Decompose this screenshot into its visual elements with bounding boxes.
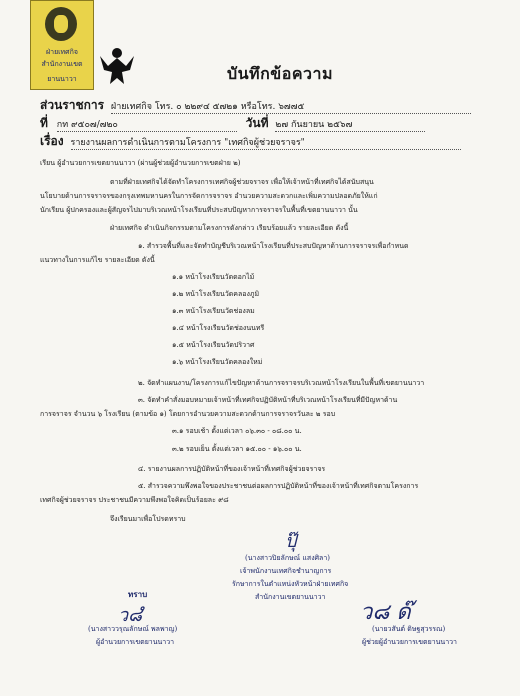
subject-value: รายงานผลการดำเนินการตามโครงการ "เทศกิจผู้ช่วยจราจร" [71, 135, 461, 150]
paragraph-line: ๕. สำรวจความพึงพอใจของประชาชนต่อผลการปฏิบัติหน้าที่ของเจ้าหน้าที่เทศกิจตามโครงการ [138, 482, 419, 490]
number-label: ที่ [40, 116, 48, 130]
signer-1-office: สำนักงานเขตยานนาวา [255, 593, 326, 601]
paragraph-line: ๔. รายงานผลการปฏิบัติหน้าที่ของเจ้าหน้าที่เทศกิจผู้ช่วยจราจร [138, 465, 326, 473]
paragraph-line: เทศกิจผู้ช่วยจราจร ประชาชนมีความพึงพอใจคิดเป็นร้อยละ ๙๘ [40, 496, 229, 504]
signer-1-acting-position: รักษาการในตำแหน่งหัวหน้าฝ่ายเทศกิจ [232, 580, 349, 588]
signer-3-position: ผู้อำนวยการเขตยานนาวา [96, 638, 175, 646]
list-item: ๑.๖ หน้าโรงเรียนวัดคลองใหม่ [172, 358, 263, 366]
memo-title: บันทึกข้อความ [226, 64, 334, 83]
signer-1-position: เจ้าพนักงานเทศกิจชำนาญการ [240, 567, 332, 575]
date-value: ๒๗ กันยายน ๒๕๖๗ [275, 117, 425, 132]
list-item: ๓.๑ รอบเช้า ตั้งแต่เวลา ๐๖.๓๐ - ๐๘.๐๐ น. [172, 427, 302, 435]
paragraph-line: แนวทางในการแก้ไข รายละเอียด ดังนี้ [40, 256, 155, 264]
paragraph-line: ๒. จัดทำแผนงาน/โครงการแก้ไขปัญหาด้านการจราจรบริเวณหน้าโรงเรียนในพื้นที่เขตยานนาวา [138, 379, 425, 387]
acknowledge-label: ทราบ [128, 589, 148, 599]
subject-label: เรื่อง [40, 134, 64, 148]
paragraph-line: ๑. สำรวจพื้นที่และจัดทำบัญชีบริเวณหน้าโรงเรียนที่ประสบปัญหาด้านการจราจรเพื่อกำหนด [138, 242, 409, 250]
salutation: เรียน ผู้อำนวยการเขตยานนาวา (ผ่านผู้ช่วยผู้อำนวยการเขตฝ่าย ๒) [40, 159, 241, 167]
closing-line: จึงเรียนมาเพื่อโปรดทราบ [110, 515, 186, 523]
paragraph-line: นักเรียน ผู้ปกครองและผู้สัญจรไปมาบริเวณหน้าโรงเรียนที่ประสบปัญหาการจราจรในพื้นที่เขตยานนาวา นั้น [40, 206, 358, 214]
list-item: ๑.๕ หน้าโรงเรียนวัดปริวาศ [172, 341, 255, 349]
signer-3-name: (นางสาววรุณลักษณ์ พลพาญ) [88, 625, 178, 633]
paragraph-line: ตามที่ฝ่ายเทศกิจได้จัดทำโครงการเทศกิจผู้ช่วยจราจร เพื่อให้เจ้าหน้าที่เทศกิจได้สนับสนุน [110, 178, 374, 186]
agency-row [40, 96, 471, 115]
stamp-line-2: สำนักงานเขต [41, 60, 83, 68]
number-row [40, 114, 425, 133]
stamp-line-3: ยานนาวา [47, 75, 77, 83]
number-value: กท ๙๕๐๗/๗๒๐ [57, 117, 237, 132]
signer-2-position: ผู้ช่วยผู้อำนวยการเขตยานนาวา [362, 638, 457, 646]
signature-3-ink: ว๘ํ [118, 605, 142, 626]
paragraph-line: ฝ่ายเทศกิจ ดำเนินกิจกรรมตามโครงการดังกล่าว เรียบร้อยแล้ว รายละเอียด ดังนี้ [110, 224, 349, 232]
stamp-line-1: ฝ่ายเทศกิจ [46, 48, 78, 56]
signer-1-name: (นางสาวปิยลักษณ์ แสงศิลา) [245, 554, 331, 562]
paragraph-line: ๓. จัดทำคำสั่งมอบหมายเจ้าหน้าที่เทศกิจปฏิบัติหน้าที่บริเวณหน้าโรงเรียนที่มีปัญหาด้าน [138, 396, 398, 404]
signer-2-name: (นายวสันต์ ดิษฐสุวรรณ) [372, 625, 446, 633]
list-item: ๓.๒ รอบเย็น ตั้งแต่เวลา ๑๕.๐๐ - ๑๖.๐๐ น. [172, 445, 302, 453]
list-item: ๑.๒ หน้าโรงเรียนวัดคลองภูมิ [172, 290, 260, 298]
list-item: ๑.๔ หน้าโรงเรียนวัดช่องนนทรี [172, 324, 265, 332]
date-label: วันที่ [245, 116, 269, 130]
signature-2-ink: ว๘ ด๊ [360, 600, 411, 625]
paragraph-line: นโยบายด้านการจราจรของกรุงเทพมหานครในการจัดการจราจร อำนวยความสะดวกและเพิ่มความปลอดภัยให้แก่ [40, 192, 378, 200]
list-item: ๑.๓ หน้าโรงเรียนวัดช่องลม [172, 307, 255, 315]
list-item: ๑.๑ หน้าโรงเรียนวัดดอกไม้ [172, 273, 255, 281]
district-emblem-icon [45, 7, 77, 41]
agency-label: ส่วนราชการ [40, 98, 105, 112]
agency-value: ฝ่ายเทศกิจ โทร. ๐ ๒๒๙๔ ๕๗๒๑ หรือโทร. ๖๗๗๕ [111, 99, 471, 114]
subject-row [40, 132, 461, 151]
paragraph-line: การจราจร จำนวน ๖ โรงเรียน (ตามข้อ ๑) โดยการอำนวยความสะดวกด้านการจราจรวันละ ๒ รอบ [40, 410, 336, 418]
signature-1-ink: ปุ๊ [285, 531, 297, 552]
